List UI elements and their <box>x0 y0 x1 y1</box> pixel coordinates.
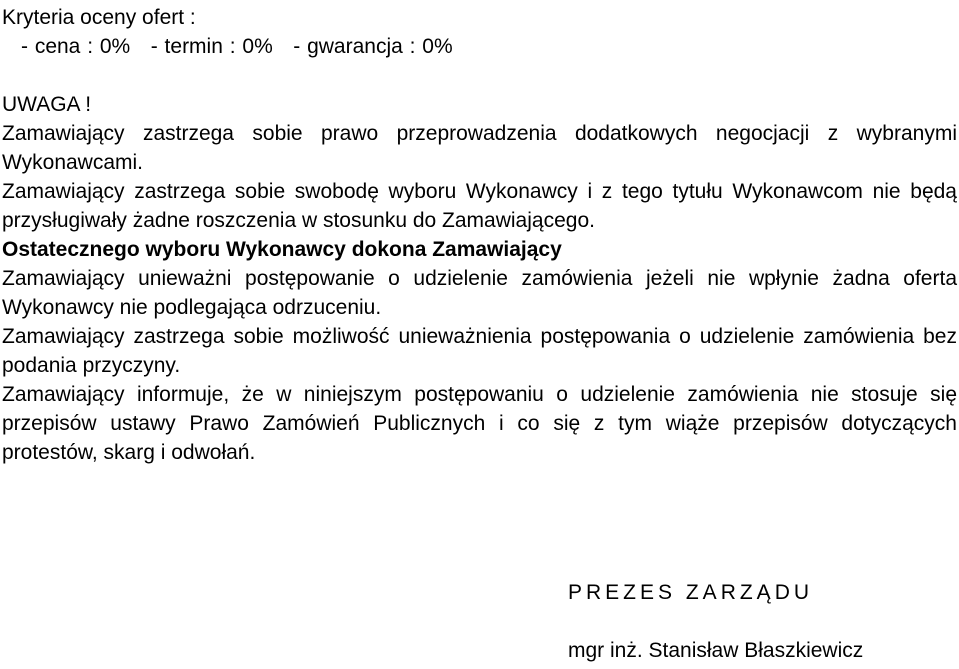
spacer <box>2 61 957 90</box>
notice-paragraph-annulment: Zamawiający unieważni postępowanie o udzielenie zamówienia jeżeli nie wpłynie żadna oferta Wykonawcy nie podlegająca odrzuceniu. <box>2 267 957 319</box>
criteria-items: - cena : 0% - termin : 0% - gwarancja : 0% <box>21 35 453 58</box>
notice-paragraph-public-procurement-law: Zamawiający informuje, że w niniejszym postępowaniu o udzielenie zamówienia nie stosuje się przepisów ustawy Prawo Zamówień Publicznych i co się z tym wiąże przepisów dotyczących protestów, skarg i odwołań. <box>2 383 957 464</box>
notice-final-choice: Ostatecznego wyboru Wykonawcy dokona Zamawiający <box>2 238 562 261</box>
signature-name: mgr inż. Stanisław Błaszkiewicz <box>568 639 864 662</box>
notice-paragraph-freedom-of-choice: Zamawiający zastrzega sobie swobodę wyboru Wykonawcy i z tego tytułu Wykonawcom nie będą przysługiwały żadne roszczenia w stosunku do Zamawiającego. <box>2 180 957 232</box>
document-body <box>2 3 957 467</box>
notice-paragraph-negotiations: Zamawiający zastrzega sobie prawo przeprowadzenia dodatkowych negocjacji z wybranymi Wykonawcami. <box>2 122 957 174</box>
notice-heading: UWAGA ! <box>2 93 92 116</box>
notice-paragraph-annulment-right: Zamawiający zastrzega sobie możliwość unieważnienia postępowania o udzielenie zamówienia bez podania przyczyny. <box>2 325 957 377</box>
signature-title: PREZES ZARZĄDU <box>568 581 814 604</box>
criteria-heading: Kryteria oceny ofert : <box>2 6 196 29</box>
